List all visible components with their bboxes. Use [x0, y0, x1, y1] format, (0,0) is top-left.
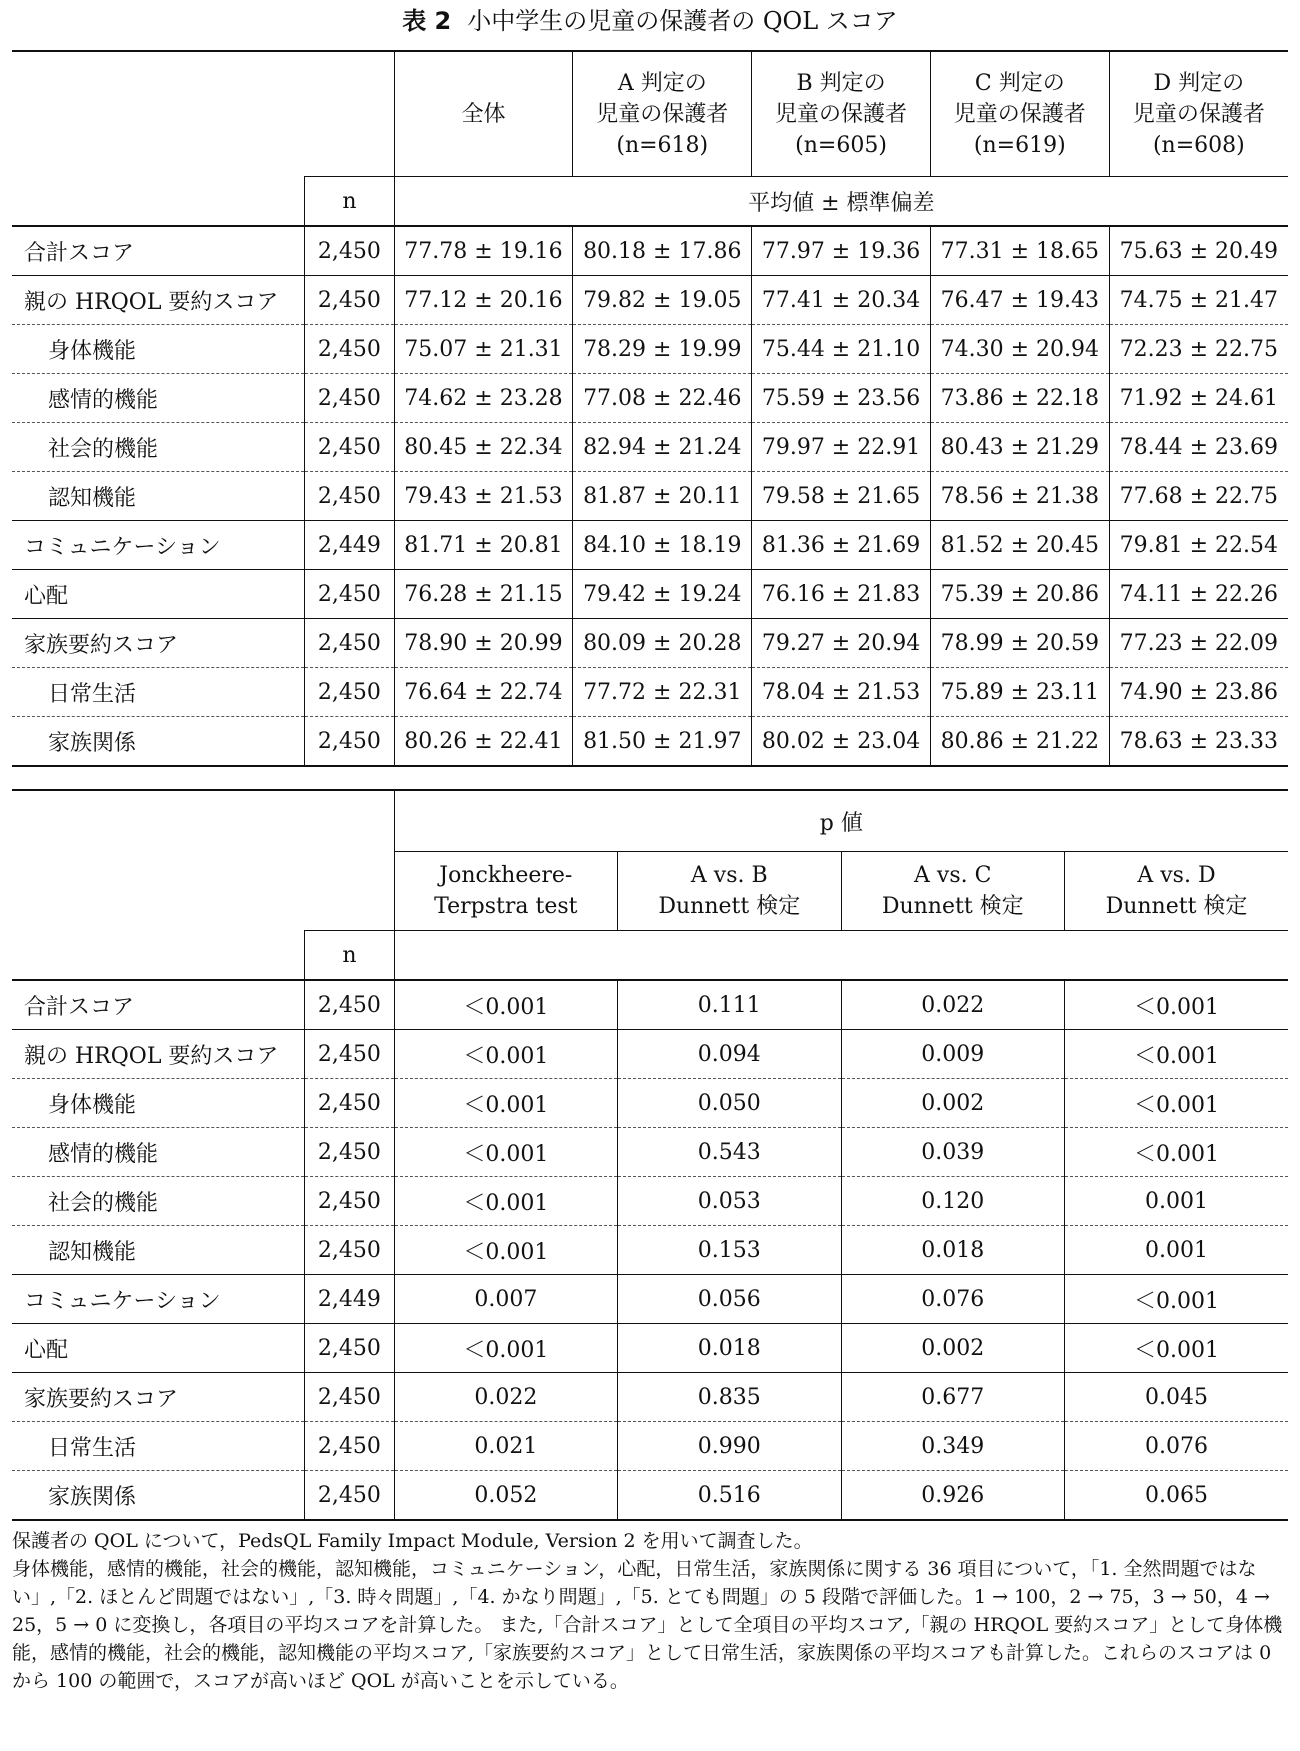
- note-paragraph: 保護者の QOL について，PedsQL Family Impact Module, Version 2 を用いて調査した。: [12, 1530, 813, 1552]
- mean-sd-cell: 77.31 ± 18.65: [930, 226, 1109, 276]
- note-paragraph: 身体機能，感情的機能，社会的機能，認知機能，コミュニケーション，心配，日常生活，家族関係に関する 36 項目について，「1. 全然問題ではない」,「2. ほとんど問題ではない」,「3. 時々問題」,「4. かなり問題」,「5. とても問題」の 5 段階で評価した。1 → 100，2 → 75，3 → 50，4 → 25，5 → 0 に変換し，各項目の平均スコアを計算した。 また,「合計スコア」として全項目の平均スコア,「親の HRQOL 要約スコア」として身体機能，感情的機能，社会的機能，認知機能の平均スコア,「家族要約スコア」として日常生活，家族関係の平均スコアも計算した。これらのスコアは 0 から 100 の範囲で，スコアが高いほど QOL が高いことを示している。: [12, 1558, 1283, 1692]
- row-label: 家族関係: [12, 1471, 305, 1521]
- pvalue-cell: 0.065: [1064, 1471, 1288, 1521]
- mean-sd-cell: 80.45 ± 22.34: [394, 423, 573, 472]
- row-n: 2,450: [305, 325, 394, 374]
- mean-sd-cell: 72.23 ± 22.75: [1109, 325, 1288, 374]
- mean-sd-cell: 77.97 ± 19.36: [752, 226, 931, 276]
- row-label: 家族要約スコア: [12, 1373, 305, 1422]
- mean-sd-cell: 78.90 ± 20.99: [394, 619, 573, 668]
- mean-sd-cell: 77.12 ± 20.16: [394, 276, 573, 325]
- row-label: 感情的機能: [12, 1128, 305, 1177]
- mean-sd-cell: 76.16 ± 21.83: [752, 570, 931, 619]
- pvalue-cell: 0.018: [618, 1324, 841, 1373]
- pvalue-cell: ＜0.001: [394, 1030, 617, 1079]
- mean-sd-cell: 84.10 ± 18.19: [573, 521, 752, 570]
- pvalue-cell: 0.056: [618, 1275, 841, 1324]
- row-label: 日常生活: [12, 668, 305, 717]
- mean-sd-cell: 74.90 ± 23.86: [1109, 668, 1288, 717]
- pvalue-cell: 0.543: [618, 1128, 841, 1177]
- row-n: 2,450: [305, 668, 394, 717]
- mean-sd-cell: 80.02 ± 23.04: [752, 717, 931, 767]
- blank-cell: [12, 51, 305, 177]
- table-row: [12, 1177, 1288, 1226]
- test-header-line: A vs. B: [690, 863, 768, 888]
- mean-sd-cell: 82.94 ± 21.24: [573, 423, 752, 472]
- pvalue-cell: 0.021: [394, 1422, 617, 1471]
- blank-cell: [394, 931, 1288, 981]
- test-header-row: [12, 852, 1288, 931]
- row-n: 2,450: [305, 423, 394, 472]
- mean-sd-cell: 77.78 ± 19.16: [394, 226, 573, 276]
- pvalue-cell: 0.926: [841, 1471, 1064, 1521]
- test-header-line: Jonckheere-: [439, 863, 573, 888]
- test-header-line: Terpstra test: [434, 894, 578, 919]
- table-row: [12, 374, 1288, 423]
- pvalue-cell: 0.677: [841, 1373, 1064, 1422]
- row-n: 2,449: [305, 521, 394, 570]
- group-header-line: C 判定の: [974, 70, 1065, 96]
- group-header-line: 児童の保護者: [1132, 101, 1265, 127]
- row-n: 2,450: [305, 717, 394, 767]
- mean-sd-cell: 79.97 ± 22.91: [752, 423, 931, 472]
- row-label: 認知機能: [12, 472, 305, 521]
- mean-sd-cell: 74.11 ± 22.26: [1109, 570, 1288, 619]
- row-n: 2,450: [305, 1128, 394, 1177]
- table-row: [12, 980, 1288, 1030]
- group-header: [1109, 51, 1288, 177]
- mean-sd-cell: 75.07 ± 21.31: [394, 325, 573, 374]
- mean-sd-cell: 75.59 ± 23.56: [752, 374, 931, 423]
- mean-sd-cell: 77.23 ± 22.09: [1109, 619, 1288, 668]
- table-row: [12, 472, 1288, 521]
- mean-sd-cell: 81.71 ± 20.81: [394, 521, 573, 570]
- table-row: [12, 325, 1288, 374]
- group-header-line: D 判定の: [1153, 70, 1245, 96]
- row-label: コミュニケーション: [12, 521, 305, 570]
- row-label: 社会的機能: [12, 1177, 305, 1226]
- table-row: [12, 619, 1288, 668]
- pvalue-cell: ＜0.001: [394, 1324, 617, 1373]
- row-n: 2,450: [305, 570, 394, 619]
- table-row: [12, 226, 1288, 276]
- table-caption: 小中学生の児童の保護者の QOL スコア: [467, 7, 898, 35]
- mean-sd-cell: 77.08 ± 22.46: [573, 374, 752, 423]
- row-label: 感情的機能: [12, 374, 305, 423]
- mean-sd-cell: 80.43 ± 21.29: [930, 423, 1109, 472]
- mean-sd-cell: 78.29 ± 19.99: [573, 325, 752, 374]
- pvalue-cell: 0.990: [618, 1422, 841, 1471]
- mean-sd-cell: 80.26 ± 22.41: [394, 717, 573, 767]
- mean-sd-cell: 76.64 ± 22.74: [394, 668, 573, 717]
- row-n: 2,450: [305, 1471, 394, 1521]
- mean-sd-cell: 79.81 ± 22.54: [1109, 521, 1288, 570]
- table-row: [12, 423, 1288, 472]
- stat-header-row: [12, 177, 1288, 227]
- mean-sd-cell: 78.56 ± 21.38: [930, 472, 1109, 521]
- pvalue-cell: 0.076: [1064, 1422, 1288, 1471]
- row-label: 日常生活: [12, 1422, 305, 1471]
- table-title: [12, 0, 1288, 40]
- mean-sd-cell: 80.09 ± 20.28: [573, 619, 752, 668]
- pvalue-cell: ＜0.001: [1064, 1079, 1288, 1128]
- page: [12, 0, 1288, 1695]
- n-header: n: [305, 931, 394, 981]
- row-n: 2,450: [305, 1422, 394, 1471]
- pvalue-cell: 0.001: [1064, 1177, 1288, 1226]
- group-header-line: (n=619): [973, 132, 1066, 158]
- pvalue-cell: 0.120: [841, 1177, 1064, 1226]
- group-header-line: (n=608): [1152, 132, 1245, 158]
- table-row: [12, 717, 1288, 767]
- mean-sd-cell: 74.75 ± 21.47: [1109, 276, 1288, 325]
- pvalue-cell: ＜0.001: [1064, 1324, 1288, 1373]
- pvalue-cell: 0.009: [841, 1030, 1064, 1079]
- row-label: 親の HRQOL 要約スコア: [12, 276, 305, 325]
- blank-cell: [305, 852, 394, 931]
- group-header-line: B 判定の: [796, 70, 886, 96]
- group-header-line: 児童の保護者: [953, 101, 1086, 127]
- row-n: 2,449: [305, 1275, 394, 1324]
- pvalue-header-row: [12, 790, 1288, 852]
- pvalue-cell: ＜0.001: [1064, 1275, 1288, 1324]
- group-header-line: 児童の保護者: [596, 101, 729, 127]
- row-n: 2,450: [305, 1177, 394, 1226]
- blank-cell: [305, 51, 394, 177]
- mean-sd-cell: 73.86 ± 22.18: [930, 374, 1109, 423]
- row-label: 家族要約スコア: [12, 619, 305, 668]
- pvalue-table: [12, 789, 1288, 1521]
- pvalue-cell: 0.039: [841, 1128, 1064, 1177]
- pvalue-cell: 0.002: [841, 1079, 1064, 1128]
- blank-cell: [12, 931, 305, 981]
- mean-sd-cell: 71.92 ± 24.61: [1109, 374, 1288, 423]
- group-header-line: (n=618): [616, 132, 709, 158]
- pvalue-cell: 0.002: [841, 1324, 1064, 1373]
- mean-sd-cell: 77.41 ± 20.34: [752, 276, 931, 325]
- mean-sd-cell: 79.58 ± 21.65: [752, 472, 931, 521]
- blank-cell: [12, 852, 305, 931]
- pvalue-cell: 0.516: [618, 1471, 841, 1521]
- table-row: [12, 1128, 1288, 1177]
- pvalue-cell: ＜0.001: [394, 980, 617, 1030]
- pvalue-cell: 0.153: [618, 1226, 841, 1275]
- table-row: [12, 1275, 1288, 1324]
- blank-cell: [12, 177, 305, 227]
- pvalue-cell: ＜0.001: [394, 1177, 617, 1226]
- mean-sd-cell: 76.47 ± 19.43: [930, 276, 1109, 325]
- mean-sd-cell: 75.44 ± 21.10: [752, 325, 931, 374]
- test-header: [841, 852, 1064, 931]
- test-header-line: A vs. C: [914, 863, 992, 888]
- table-row: [12, 276, 1288, 325]
- test-header: [1064, 852, 1288, 931]
- mean-sd-cell: 75.63 ± 20.49: [1109, 226, 1288, 276]
- row-label: 家族関係: [12, 717, 305, 767]
- table-row: [12, 1422, 1288, 1471]
- pvalue-cell: ＜0.001: [394, 1226, 617, 1275]
- mean-sd-cell: 80.18 ± 17.86: [573, 226, 752, 276]
- group-header-line: A 判定の: [617, 70, 707, 96]
- row-n: 2,450: [305, 1226, 394, 1275]
- test-header-line: A vs. D: [1137, 863, 1216, 888]
- mean-sd-cell: 77.68 ± 22.75: [1109, 472, 1288, 521]
- mean-sd-cell: 74.30 ± 20.94: [930, 325, 1109, 374]
- mean-sd-cell: 81.52 ± 20.45: [930, 521, 1109, 570]
- mean-sd-cell: 79.43 ± 21.53: [394, 472, 573, 521]
- mean-sd-cell: 80.86 ± 21.22: [930, 717, 1109, 767]
- row-label: 親の HRQOL 要約スコア: [12, 1030, 305, 1079]
- row-label: 社会的機能: [12, 423, 305, 472]
- pvalue-cell: 0.022: [394, 1373, 617, 1422]
- mean-sd-cell: 79.82 ± 19.05: [573, 276, 752, 325]
- pvalue-cell: 0.835: [618, 1373, 841, 1422]
- pvalue-cell: 0.076: [841, 1275, 1064, 1324]
- mean-sd-cell: 78.04 ± 21.53: [752, 668, 931, 717]
- pvalue-cell: 0.111: [618, 980, 841, 1030]
- mean-sd-cell: 77.72 ± 22.31: [573, 668, 752, 717]
- row-n: 2,450: [305, 276, 394, 325]
- pvalue-cell: ＜0.001: [394, 1079, 617, 1128]
- mean-sd-cell: 75.89 ± 23.11: [930, 668, 1109, 717]
- group-header-line: (n=605): [795, 132, 887, 158]
- test-header-line: Dunnett 検定: [1105, 894, 1248, 919]
- row-label: 認知機能: [12, 1226, 305, 1275]
- pvalue-cell: ＜0.001: [1064, 980, 1288, 1030]
- mean-sd-cell: 79.42 ± 19.24: [573, 570, 752, 619]
- pvalue-cell: ＜0.001: [394, 1128, 617, 1177]
- row-n: 2,450: [305, 980, 394, 1030]
- group-header-line: 児童の保護者: [775, 101, 908, 127]
- group-header-line: 全体: [461, 101, 506, 127]
- row-n: 2,450: [305, 226, 394, 276]
- mean-sd-cell: 81.87 ± 20.11: [573, 472, 752, 521]
- stat-header: 平均値 ± 標準偏差: [394, 177, 1288, 227]
- n-header-row: [12, 931, 1288, 981]
- pvalue-cell: 0.050: [618, 1079, 841, 1128]
- group-header: [573, 51, 752, 177]
- pvalue-cell: 0.349: [841, 1422, 1064, 1471]
- row-n: 2,450: [305, 619, 394, 668]
- group-header: [394, 51, 573, 177]
- row-label: 心配: [12, 570, 305, 619]
- row-label: 合計スコア: [12, 226, 305, 276]
- mean-sd-cell: 74.62 ± 23.28: [394, 374, 573, 423]
- pvalue-cell: 0.022: [841, 980, 1064, 1030]
- blank-cell: [305, 790, 394, 852]
- table-row: [12, 1030, 1288, 1079]
- row-label: 身体機能: [12, 1079, 305, 1128]
- table-row: [12, 1471, 1288, 1521]
- row-n: 2,450: [305, 1373, 394, 1422]
- table-row: [12, 1226, 1288, 1275]
- row-n: 2,450: [305, 472, 394, 521]
- table-notes: [12, 1527, 1288, 1695]
- table-row: [12, 668, 1288, 717]
- table-row: [12, 1079, 1288, 1128]
- blank-cell: [12, 790, 305, 852]
- row-n: 2,450: [305, 1079, 394, 1128]
- mean-sd-cell: 78.44 ± 23.69: [1109, 423, 1288, 472]
- mean-sd-cell: 76.28 ± 21.15: [394, 570, 573, 619]
- mean-sd-cell: 78.99 ± 20.59: [930, 619, 1109, 668]
- mean-sd-cell: 81.50 ± 21.97: [573, 717, 752, 767]
- test-header: [394, 852, 617, 931]
- row-label: 合計スコア: [12, 980, 305, 1030]
- mean-sd-cell: 78.63 ± 23.33: [1109, 717, 1288, 767]
- n-header: n: [305, 177, 394, 227]
- test-header-line: Dunnett 検定: [658, 894, 801, 919]
- pvalue-cell: 0.045: [1064, 1373, 1288, 1422]
- test-header: [618, 852, 841, 931]
- row-label: 身体機能: [12, 325, 305, 374]
- pvalue-cell: ＜0.001: [1064, 1128, 1288, 1177]
- row-n: 2,450: [305, 374, 394, 423]
- mean-sd-cell: 81.36 ± 21.69: [752, 521, 931, 570]
- row-label: 心配: [12, 1324, 305, 1373]
- pvalue-cell: 0.094: [618, 1030, 841, 1079]
- mean-score-table: [12, 50, 1288, 767]
- table-row: [12, 570, 1288, 619]
- pvalue-cell: 0.001: [1064, 1226, 1288, 1275]
- pvalue-cell: 0.052: [394, 1471, 617, 1521]
- table-row: [12, 1373, 1288, 1422]
- row-label: コミュニケーション: [12, 1275, 305, 1324]
- pvalue-header: p 値: [394, 790, 1288, 852]
- pvalue-cell: 0.018: [841, 1226, 1064, 1275]
- row-n: 2,450: [305, 1324, 394, 1373]
- mean-sd-cell: 79.27 ± 20.94: [752, 619, 931, 668]
- group-header: [752, 51, 931, 177]
- pvalue-cell: ＜0.001: [1064, 1030, 1288, 1079]
- table-number: 表 2: [402, 7, 452, 35]
- row-n: 2,450: [305, 1030, 394, 1079]
- group-header: [930, 51, 1109, 177]
- test-header-line: Dunnett 検定: [881, 894, 1024, 919]
- group-header-row: [12, 51, 1288, 177]
- table-row: [12, 1324, 1288, 1373]
- mean-sd-cell: 75.39 ± 20.86: [930, 570, 1109, 619]
- pvalue-cell: 0.007: [394, 1275, 617, 1324]
- table-row: [12, 521, 1288, 570]
- pvalue-cell: 0.053: [618, 1177, 841, 1226]
